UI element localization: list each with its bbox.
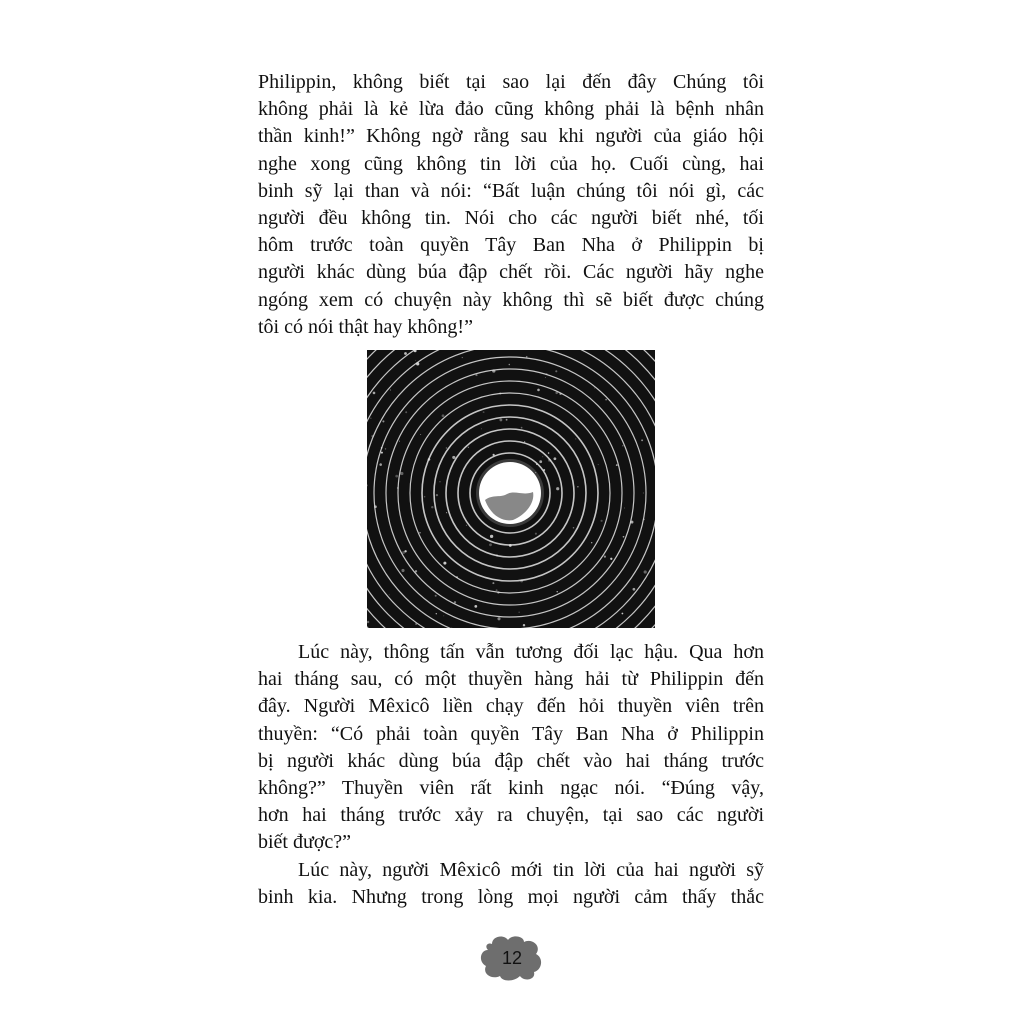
text-line: Philippin, không biết tại sao lại đến đây Chúng tôi <box>258 71 764 93</box>
star-dot <box>436 494 438 496</box>
star-dot <box>644 570 647 573</box>
star-dot <box>404 550 406 552</box>
star-dot <box>435 595 437 597</box>
star-dot <box>573 527 575 529</box>
text-line: biết được?” <box>258 831 352 854</box>
star-dot <box>519 612 520 613</box>
star-dot <box>490 535 493 538</box>
star-dot <box>367 621 369 623</box>
star-dot <box>395 475 398 478</box>
paragraph-continued <box>258 69 764 341</box>
star-dot <box>622 613 624 615</box>
star-dot <box>401 569 404 572</box>
star-dot <box>605 399 607 401</box>
star-dot <box>616 464 618 466</box>
star-dot <box>557 591 558 592</box>
star-dot <box>598 464 599 465</box>
text-line: binh sỹ lại than và nói: “Bất luận chúng tôi nói gì, các <box>258 179 764 202</box>
text-line: không phải là kẻ lừa đảo cũng không phải là bệnh nhân <box>258 98 764 121</box>
star-dot <box>382 420 384 422</box>
star-dot <box>436 613 437 614</box>
star-dot <box>523 624 525 626</box>
star-dot <box>497 617 500 620</box>
text-line: hơn hai tháng trước xảy ra chuyện, tại sao các người <box>258 804 764 827</box>
star-dot <box>404 352 407 355</box>
star-dot <box>390 389 391 390</box>
star-dot <box>591 542 592 543</box>
star-dot <box>545 377 546 378</box>
star-dot <box>415 360 416 361</box>
star-dot <box>641 439 643 441</box>
text-line: không?” Thuyền viên rất kinh ngạc nói. “Đúng vậy, <box>258 776 764 799</box>
star-dot <box>400 472 403 475</box>
text-line: đây. Người Mêxicô liền chạy đến hỏi thuyền viên trên <box>258 695 764 718</box>
star-dot <box>556 487 559 490</box>
star-dot <box>389 594 390 595</box>
star-dot <box>542 456 543 457</box>
star-dot <box>451 627 452 628</box>
star-dot <box>446 512 447 513</box>
text-line: hôm trước toàn quyền Tây Ban Nha ở Philippin bị <box>258 234 764 257</box>
star-dot <box>492 582 494 584</box>
star-dot <box>499 418 502 421</box>
text-line: Lúc này, người Mêxicô mới tin lời của hai người sỹ <box>298 858 764 881</box>
text-line: người đều không tin. Nói cho các người biết nhé, tối <box>258 206 764 229</box>
star-dot <box>379 463 382 466</box>
star-dot <box>370 418 371 419</box>
star-dot <box>604 556 606 558</box>
text-line: thuyền: “Có phải toàn quyền Tây Ban Nha ở Philippin <box>258 722 764 745</box>
time-tunnel-spiral-icon <box>367 350 655 628</box>
star-dot <box>462 357 463 358</box>
star-dot <box>385 448 386 449</box>
text-line: thần kinh!” Không ngờ rằng sau khi người của giáo hội <box>258 125 764 148</box>
text-line: người khác dùng búa đập chết rồi. Các người hãy nghe <box>258 261 764 284</box>
star-dot <box>443 562 446 565</box>
star-dot <box>521 427 523 429</box>
star-dot <box>405 411 407 413</box>
star-dot <box>506 419 508 421</box>
star-dot <box>548 452 550 454</box>
star-dot <box>431 506 433 508</box>
star-dot <box>622 445 623 446</box>
star-dot <box>577 486 578 487</box>
text-line: bị người khác dùng búa đập chết vào hai tháng trước <box>258 749 764 772</box>
star-dot <box>633 588 636 591</box>
star-dot <box>555 370 557 372</box>
text-line: Lúc này, thông tấn vẫn tương đối lạc hậu. Qua hơn <box>298 641 764 663</box>
star-dot <box>381 452 383 454</box>
star-dot <box>474 605 477 608</box>
star-dot <box>483 411 485 413</box>
star-dot <box>419 532 420 533</box>
page-number: 12 <box>501 948 523 968</box>
star-dot <box>554 457 557 460</box>
star-dot <box>446 447 448 449</box>
star-dot <box>526 356 528 358</box>
star-dot <box>610 558 612 560</box>
star-dot <box>452 456 455 459</box>
star-dot <box>442 414 445 417</box>
star-dot <box>424 496 426 498</box>
star-dot <box>623 536 625 538</box>
text-line: nghe xong cũng không tin lời của họ. Cuối cùng, hai <box>258 152 764 175</box>
star-dot <box>575 438 576 439</box>
star-dot <box>496 589 498 591</box>
text-line: ngóng xem có chuyện này không thì sẽ biết được chúng <box>258 288 764 311</box>
page-number-badge <box>478 934 546 982</box>
star-dot <box>643 493 644 494</box>
text-line: tôi có nói thật hay không!” <box>258 315 473 338</box>
star-dot <box>535 533 537 535</box>
star-dot <box>443 615 444 616</box>
star-dot <box>466 525 467 526</box>
star-dot <box>489 543 492 546</box>
time-tunnel-illustration <box>367 350 655 628</box>
star-dot <box>468 447 469 448</box>
paragraph-body <box>258 639 764 911</box>
star-dot <box>537 389 540 392</box>
star-dot <box>509 364 511 366</box>
text-line: hai tháng sau, có một thuyền hàng hải từ Philippin đến <box>258 668 764 691</box>
star-dot <box>399 441 400 442</box>
star-dot <box>539 460 542 463</box>
text-line: binh kia. Nhưng trong lòng mọi người cảm thấy thắc <box>258 885 764 908</box>
star-dot <box>420 434 421 435</box>
star-dot <box>373 392 376 395</box>
star-dot <box>481 429 482 430</box>
star-dot <box>624 507 625 508</box>
star-dot <box>601 520 603 522</box>
star-dot <box>439 481 440 482</box>
